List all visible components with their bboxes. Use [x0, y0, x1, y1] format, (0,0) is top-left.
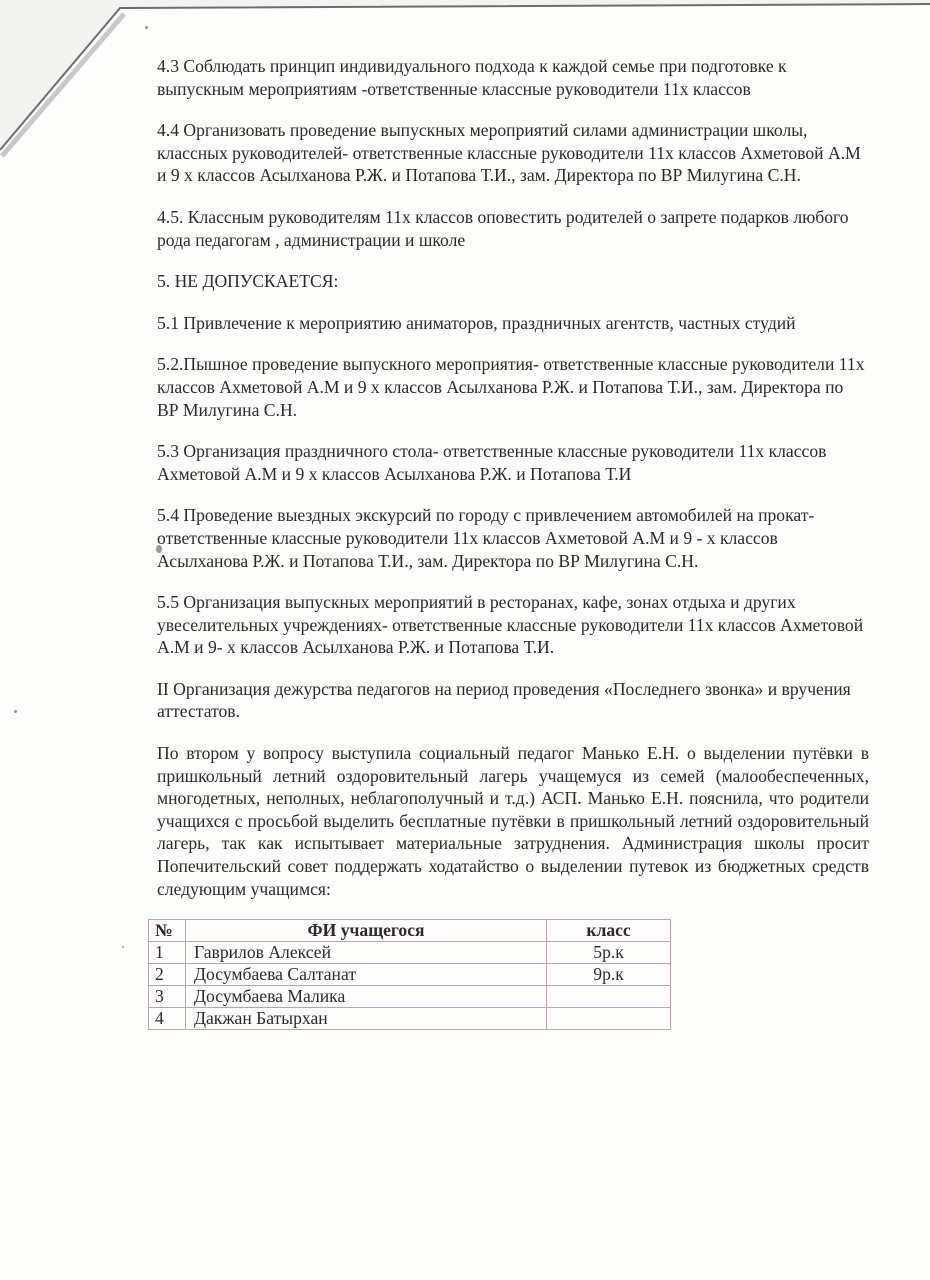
- social-pedagogue-paragraph: По втором у вопросу выступила социальный педагог Манько Е.Н. о выделении путёвки в пришкольный летний оздоровительный лагерь учащемуся из семей (малообеспеченных, многодетных, неполных, неблагополучный и т.д.) АСП. Манько Е.Н. пояснила, что родители учащихся с просьбой выделить бесплатные путёвки в пришкольный летний оздоровительный лагерь, так как испытывает материальные затруднения. Администрация школы просит Попечительский совет поддержать ходатайство о выделении путевок из бюджетных средств следующим учащимся:: [157, 743, 869, 899]
- students-table: [148, 919, 671, 1030]
- paragraph-5-4: 5.4 Проведение выездных экскурсий по городу с привлечением автомобилей на прокат- ответственные классные руководители 11х классов Ахметовой А.М и 9 - х классов Асылханова Р.Ж. и Потапова Т.И., зам. Директора по ВР Милугина С.Н.: [157, 505, 815, 571]
- cell-number: 1: [149, 942, 186, 964]
- paragraph-5-2: 5.2.Пышное проведение выпускного мероприятия- ответственные классные руководители 11х классов Ахметовой А.М и 9 х классов Асылханова Р.Ж. и Потапова Т.И., зам. Директора по ВР Милугина С.Н.: [157, 354, 865, 420]
- document-body: [157, 55, 869, 1030]
- paragraph-4-4: 4.4 Организовать проведение выпускных мероприятий силами администрации школы, классных руководителей- ответственные классные руководители 11х классов Ахметовой А.М и 9 х классов Асылханова Р.Ж. и Потапова Т.И., зам. Директора по ВР Милугина С.Н.: [157, 120, 861, 186]
- paragraph-5-1: 5.1 Привлечение к мероприятию аниматоров, праздничных агентств, частных студий: [157, 312, 796, 333]
- cell-student-name: Гаврилов Алексей: [186, 942, 547, 964]
- table-header-row: [149, 920, 671, 942]
- header-number: №: [149, 920, 186, 942]
- cell-class: 9р.к: [547, 964, 671, 986]
- table-row: [149, 986, 671, 1008]
- section-2-heading: II Организация дежурства педагогов на период проведения «Последнего звонка» и вручения аттестатов.: [157, 678, 851, 722]
- cell-class: [547, 986, 671, 1008]
- cell-class: [547, 1008, 671, 1030]
- cell-number: 2: [149, 964, 186, 986]
- cell-number: 3: [149, 986, 186, 1008]
- table-row: [149, 942, 671, 964]
- paragraph-5-3: 5.3 Организация праздничного стола- ответственные классные руководители 11х классов Ахметовой А.М и 9 х классов Асылханова Р.Ж. и Потапова Т.И: [157, 441, 827, 484]
- scan-speck: [122, 946, 124, 948]
- header-class: класс: [547, 920, 671, 942]
- cell-student-name: Дакжан Батырхан: [186, 1008, 547, 1030]
- cell-student-name: Досумбаева Салтанат: [186, 964, 547, 986]
- header-student-name: ФИ учащегося: [186, 920, 547, 942]
- section-5-heading: 5. НЕ ДОПУСКАЕТСЯ:: [157, 271, 339, 292]
- table-row: [149, 1008, 671, 1030]
- scan-speck: [145, 26, 148, 29]
- scan-speck: [14, 710, 17, 713]
- paragraph-5-5: 5.5 Организация выпускных мероприятий в ресторанах, кафе, зонах отдыха и других увеселительных учреждениях- ответственные классные руководители 11х классов Ахметовой А.М и 9- х классов Асылханова Р.Ж. и Потапова Т.И.: [157, 592, 864, 658]
- paragraph-4-3: 4.3 Соблюдать принцип индивидуального подхода к каждой семье при подготовке к выпускным мероприятиям -ответственные классные руководители 11х классов: [157, 56, 787, 99]
- cell-class: 5р.к: [547, 942, 671, 964]
- cell-number: 4: [149, 1008, 186, 1030]
- table-row: [149, 964, 671, 986]
- cell-student-name: Досумбаева Малика: [186, 986, 547, 1008]
- paragraph-4-5: 4.5. Классным руководителям 11х классов оповестить родителей о запрете подарков любого рода педагогам , администрации и школе: [157, 206, 849, 250]
